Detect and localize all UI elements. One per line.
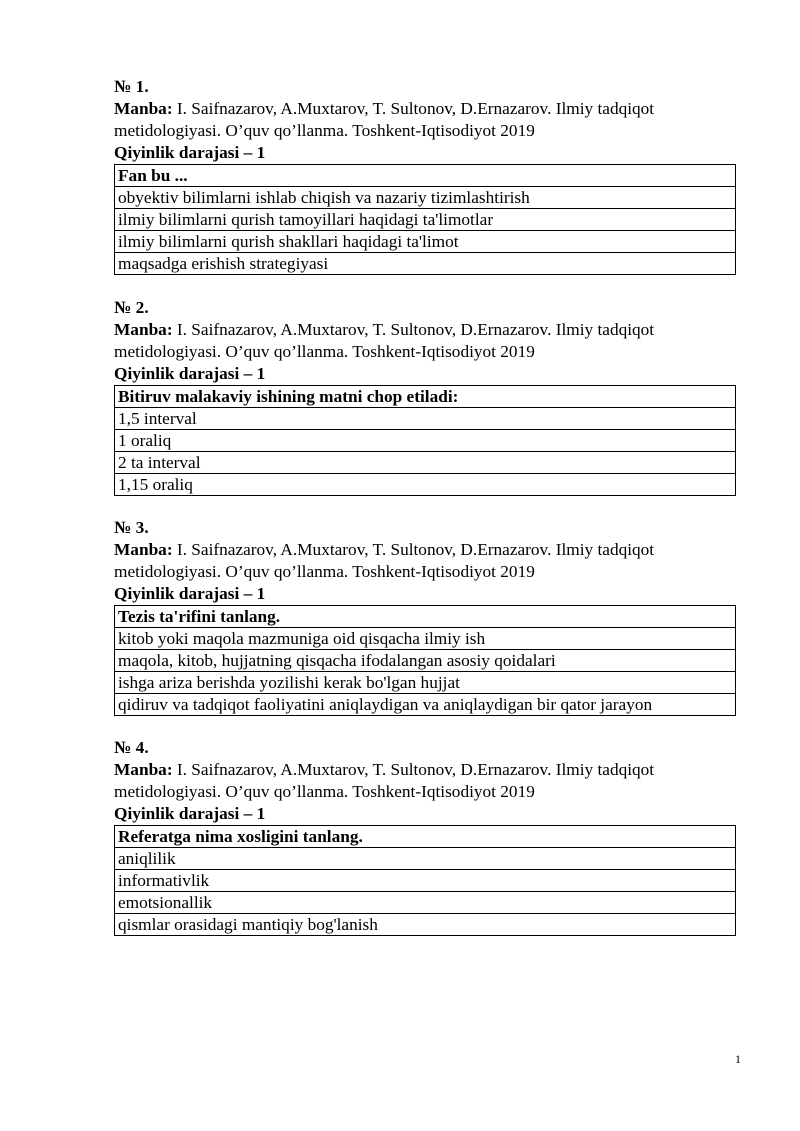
option-text: obyektiv bilimlarni ishlab chiqish va nazariy tizimlashtirish — [115, 187, 736, 209]
source-label: Manba: — [114, 320, 173, 339]
option-text: qismlar orasidagi mantiqiy bog'lanish — [115, 914, 736, 936]
option-text: ilmiy bilimlarni qurish shakllari haqidagi ta'limot — [115, 231, 736, 253]
answer-table — [114, 605, 736, 716]
difficulty-level: Qiyinlik darajasi – 1 — [114, 364, 266, 383]
source-line — [114, 98, 736, 120]
question-2 — [114, 297, 736, 496]
question-1 — [114, 76, 736, 275]
source-line-continued: metidologiyasi. O’quv qo’llanma. Toshkent-Iqtisodiyot 2019 — [114, 342, 535, 361]
option-row — [115, 408, 736, 430]
option-row — [115, 848, 736, 870]
option-row — [115, 253, 736, 275]
option-row — [115, 694, 736, 716]
source-line — [114, 759, 736, 781]
option-text: 2 ta interval — [115, 452, 736, 474]
question-3 — [114, 517, 736, 716]
option-text: 1,15 oraliq — [115, 474, 736, 496]
question-stem: Referatga nima xosligini tanlang. — [115, 826, 736, 848]
question-stem-row — [115, 826, 736, 848]
question-4 — [114, 737, 736, 936]
option-row — [115, 870, 736, 892]
question-stem-row — [115, 386, 736, 408]
option-row — [115, 231, 736, 253]
difficulty-level: Qiyinlik darajasi – 1 — [114, 804, 266, 823]
option-row — [115, 628, 736, 650]
option-text: ishga ariza berishda yozilishi kerak bo'lgan hujjat — [115, 672, 736, 694]
option-text: 1 oraliq — [115, 430, 736, 452]
difficulty-level: Qiyinlik darajasi – 1 — [114, 143, 266, 162]
source-line — [114, 539, 736, 561]
question-number: № 1. — [114, 77, 149, 96]
difficulty-level: Qiyinlik darajasi – 1 — [114, 584, 266, 603]
question-stem-row — [115, 165, 736, 187]
answer-table — [114, 825, 736, 936]
source-text: I. Saifnazarov, A.Muxtarov, T. Sultonov, D.Ernazarov. Ilmiy tadqiqot — [172, 760, 655, 779]
option-text: qidiruv va tadqiqot faoliyatini aniqlaydigan va aniqlaydigan bir qator jarayon — [115, 694, 736, 716]
option-text: maqola, kitob, hujjatning qisqacha ifodalangan asosiy qoidalari — [115, 650, 736, 672]
source-line — [114, 319, 736, 341]
option-row — [115, 892, 736, 914]
option-row — [115, 474, 736, 496]
answer-table — [114, 164, 736, 275]
question-number: № 2. — [114, 298, 149, 317]
option-row — [115, 914, 736, 936]
option-text: emotsionallik — [115, 892, 736, 914]
option-row — [115, 187, 736, 209]
source-label: Manba: — [114, 760, 173, 779]
source-label: Manba: — [114, 540, 173, 559]
source-label: Manba: — [114, 99, 173, 118]
answer-table — [114, 385, 736, 496]
source-line-continued: metidologiyasi. O’quv qo’llanma. Toshkent-Iqtisodiyot 2019 — [114, 782, 535, 801]
option-text: ilmiy bilimlarni qurish tamoyillari haqidagi ta'limotlar — [115, 209, 736, 231]
option-text: kitob yoki maqola mazmuniga oid qisqacha ilmiy ish — [115, 628, 736, 650]
source-line-continued: metidologiyasi. O’quv qo’llanma. Toshkent-Iqtisodiyot 2019 — [114, 121, 535, 140]
source-text: I. Saifnazarov, A.Muxtarov, T. Sultonov, D.Ernazarov. Ilmiy tadqiqot — [172, 540, 655, 559]
question-stem: Bitiruv malakaviy ishining matni chop etiladi: — [115, 386, 736, 408]
question-stem: Tezis ta'rifini tanlang. — [115, 606, 736, 628]
option-text: maqsadga erishish strategiyasi — [115, 253, 736, 275]
option-row — [115, 672, 736, 694]
question-number: № 3. — [114, 518, 149, 537]
option-row — [115, 430, 736, 452]
option-text: 1,5 interval — [115, 408, 736, 430]
option-row — [115, 650, 736, 672]
source-text: I. Saifnazarov, A.Muxtarov, T. Sultonov, D.Ernazarov. Ilmiy tadqiqot — [172, 320, 655, 339]
option-text: informativlik — [115, 870, 736, 892]
source-line-continued: metidologiyasi. O’quv qo’llanma. Toshkent-Iqtisodiyot 2019 — [114, 562, 535, 581]
source-text: I. Saifnazarov, A.Muxtarov, T. Sultonov, D.Ernazarov. Ilmiy tadqiqot — [172, 99, 655, 118]
option-row — [115, 452, 736, 474]
option-row — [115, 209, 736, 231]
question-stem: Fan bu ... — [115, 165, 736, 187]
question-stem-row — [115, 606, 736, 628]
question-number: № 4. — [114, 738, 149, 757]
page-number: 1 — [735, 1052, 741, 1066]
option-text: aniqlilik — [115, 848, 736, 870]
